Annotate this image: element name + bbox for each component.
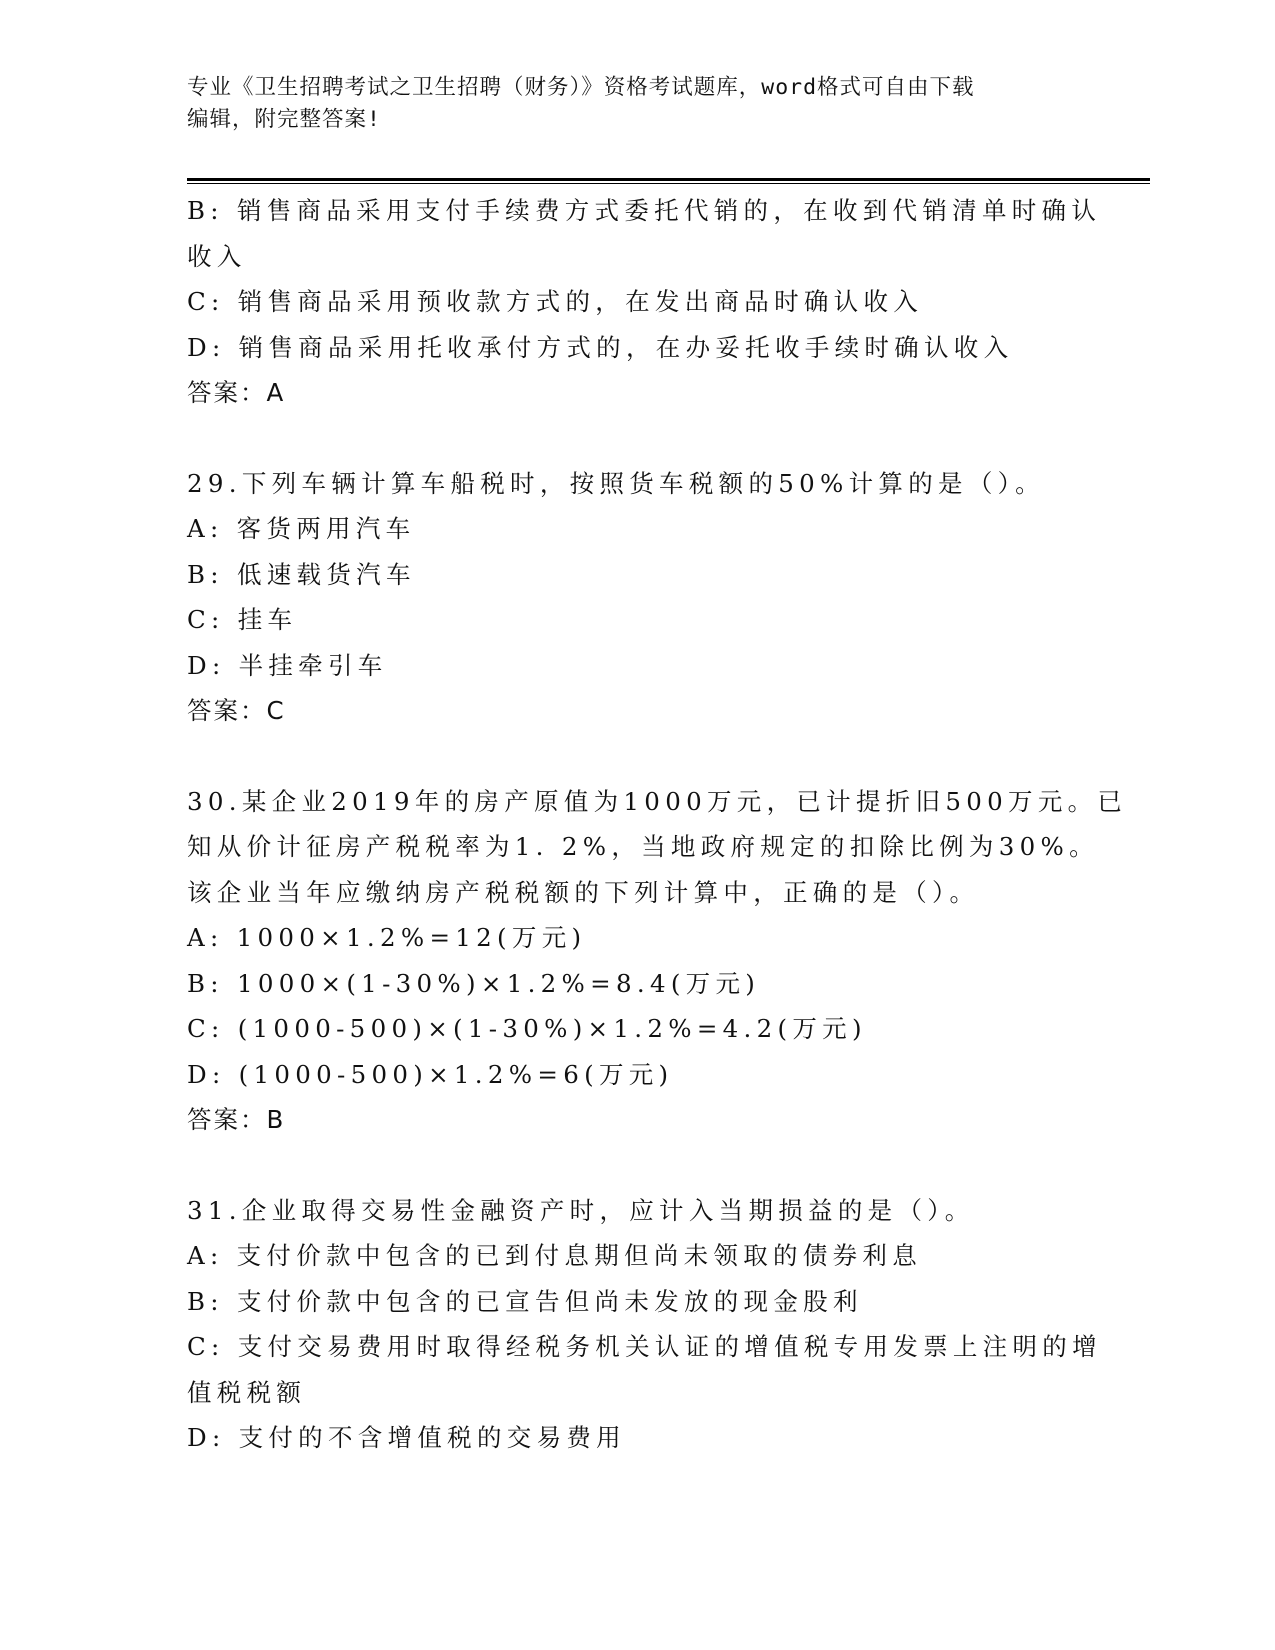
option-d: D: 半挂牵引车 [187,650,388,680]
header-line-1: 专业《卫生招聘考试之卫生招聘（财务）》资格考试题库，word格式可自由下载 [187,75,975,100]
option-c: C: (1000-500)×(1-30%)×1.2%=4.2(万元) [187,1014,867,1043]
option-a: A: 支付价款中包含的已到付息期但尚未领取的债券利息 [187,1241,923,1270]
option-b: B: 支付价款中包含的已宣告但尚未发放的现金股利 [187,1286,863,1316]
answer: 答案：C [187,696,286,725]
question-text: 29.下列车辆计算车船税时，按照货车税额的50%计算的是（）。 [187,468,1045,498]
option-a: A: 1000×1.2%=12(万元) [187,923,587,952]
option-b: B: 低速载货汽车 [187,559,416,589]
question-31 [187,1188,1102,1461]
option-d: D: 支付的不含增值税的交易费用 [187,1423,626,1452]
answer: 答案：B [187,1105,286,1134]
option-c: C: 销售商品采用预收款方式的，在发出商品时确认收入 [187,287,924,316]
question-28 [187,188,1102,416]
question-text-line-2: 知从价计征房产税税率为1. 2%，当地政府规定的扣除比例为30%。 [187,832,1099,861]
spacer [187,416,1087,461]
question-content [187,188,1128,1461]
header-line-2: 编辑，附完整答案! [187,107,381,132]
header-divider-thin [187,183,1150,184]
spacer [187,734,1087,779]
answer: 答案：A [187,378,286,407]
option-c-line-2: 值税税额 [187,1377,307,1407]
document-header [187,72,1087,136]
spacer [187,1143,1087,1188]
option-c-line-1: C: 支付交易费用时取得经税务机关认证的增值税专用发票上注明的增 [187,1332,1102,1361]
header-divider-thick [187,178,1150,181]
question-text-line-1: 30.某企业2019年的房产原值为1000万元，已计提折旧500万元。已 [187,786,1128,816]
option-d: D: (1000-500)×1.2%=6(万元) [187,1059,674,1089]
option-d: D: 销售商品采用托收承付方式的，在办妥托收手续时确认收入 [187,332,1014,362]
question-30 [187,779,1128,1143]
question-text: 31.企业取得交易性金融资产时，应计入当期损益的是（）。 [187,1195,975,1225]
option-b: B: 1000×(1-30%)×1.2%=8.4(万元) [187,968,761,998]
option-b-line-2: 收入 [187,241,247,271]
question-text-line-3: 该企业当年应缴纳房产税税额的下列计算中，正确的是（）。 [187,877,980,907]
option-c: C: 挂车 [187,605,298,634]
option-b-line-1: B: 销售商品采用支付手续费方式委托代销的，在收到代销清单时确认 [187,196,1102,225]
question-29 [187,461,1087,734]
option-a: A: 客货两用汽车 [187,514,416,543]
